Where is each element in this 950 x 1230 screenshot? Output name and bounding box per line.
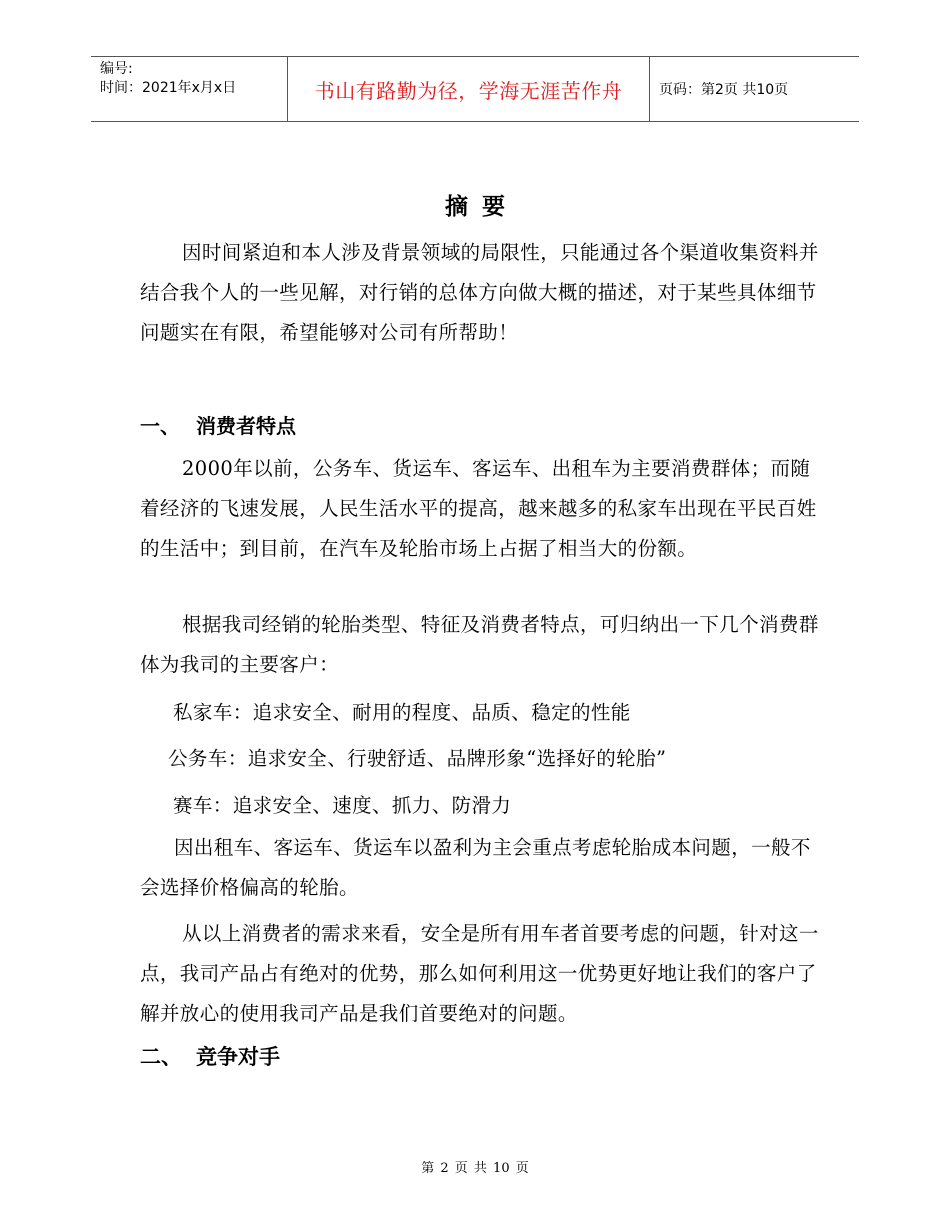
section1-paragraph-4: 从以上消费者的需求来看，安全是所有用车者首要考虑的问题，针对这一点，我司产品占有绝对的优势，那么如何利用这一优势更好地让我们的客户了解并放心的使用我司产品是我们首要绝对的问题。 <box>140 922 819 1025</box>
page-title: 摘要 <box>445 193 519 220</box>
list-item-official-car: 公务车：追求安全、行驶舒适、品牌形象“选择好的轮胎” <box>168 747 667 770</box>
list-item-racing-car: 赛车：追求安全、速度、抓力、防滑力 <box>173 794 512 817</box>
header-motto: 书山有路勤为径，学海无涯苦作舟 <box>287 57 650 121</box>
section1-paragraph-3: 因出租车、客运车、货运车以盈利为主会重点考虑轮胎成本问题，一般不会选择价格偏高的轮胎。 <box>140 836 811 899</box>
section-title-2: 竞争对手 <box>196 1045 280 1069</box>
section1-paragraph-1: 2000年以前，公务车、货运车、客运车、出租车为主要消费群体；而随着经济的飞速发展，人民生活水平的提高，越来越多的私家车出现在平民百姓的生活中；到目前，在汽车及轮胎市场上占据了相当大的份额。 <box>140 457 817 560</box>
document-header <box>91 56 859 122</box>
number-label: 编号: <box>100 61 133 77</box>
page-footer: 第 2 页 共 10 页 <box>421 1161 529 1176</box>
header-meta <box>91 57 287 121</box>
header-page-info: 页码：第2页 共10页 <box>659 82 789 98</box>
section-number-1: 一、 <box>140 414 180 438</box>
section-number-2: 二、 <box>140 1045 182 1069</box>
time-label: 时间：2021年x月x日 <box>100 80 237 96</box>
section-heading-1 <box>140 410 296 439</box>
section-heading-2 <box>140 1041 280 1071</box>
abstract-paragraph: 因时间紧迫和本人涉及背景领域的局限性，只能通过各个渠道收集资料并结合我个人的一些见解，对行销的总体方向做大概的描述，对于某些具体细节问题实在有限，希望能够对公司有所帮助！ <box>140 241 819 344</box>
section-title-1: 消费者特点 <box>196 414 296 438</box>
section1-paragraph-2: 根据我司经销的轮胎类型、特征及消费者特点，可归纳出一下几个消费群体为我司的主要客户： <box>140 613 819 676</box>
list-item-private-car: 私家车：追求安全、耐用的程度、品质、稳定的性能 <box>173 701 631 724</box>
